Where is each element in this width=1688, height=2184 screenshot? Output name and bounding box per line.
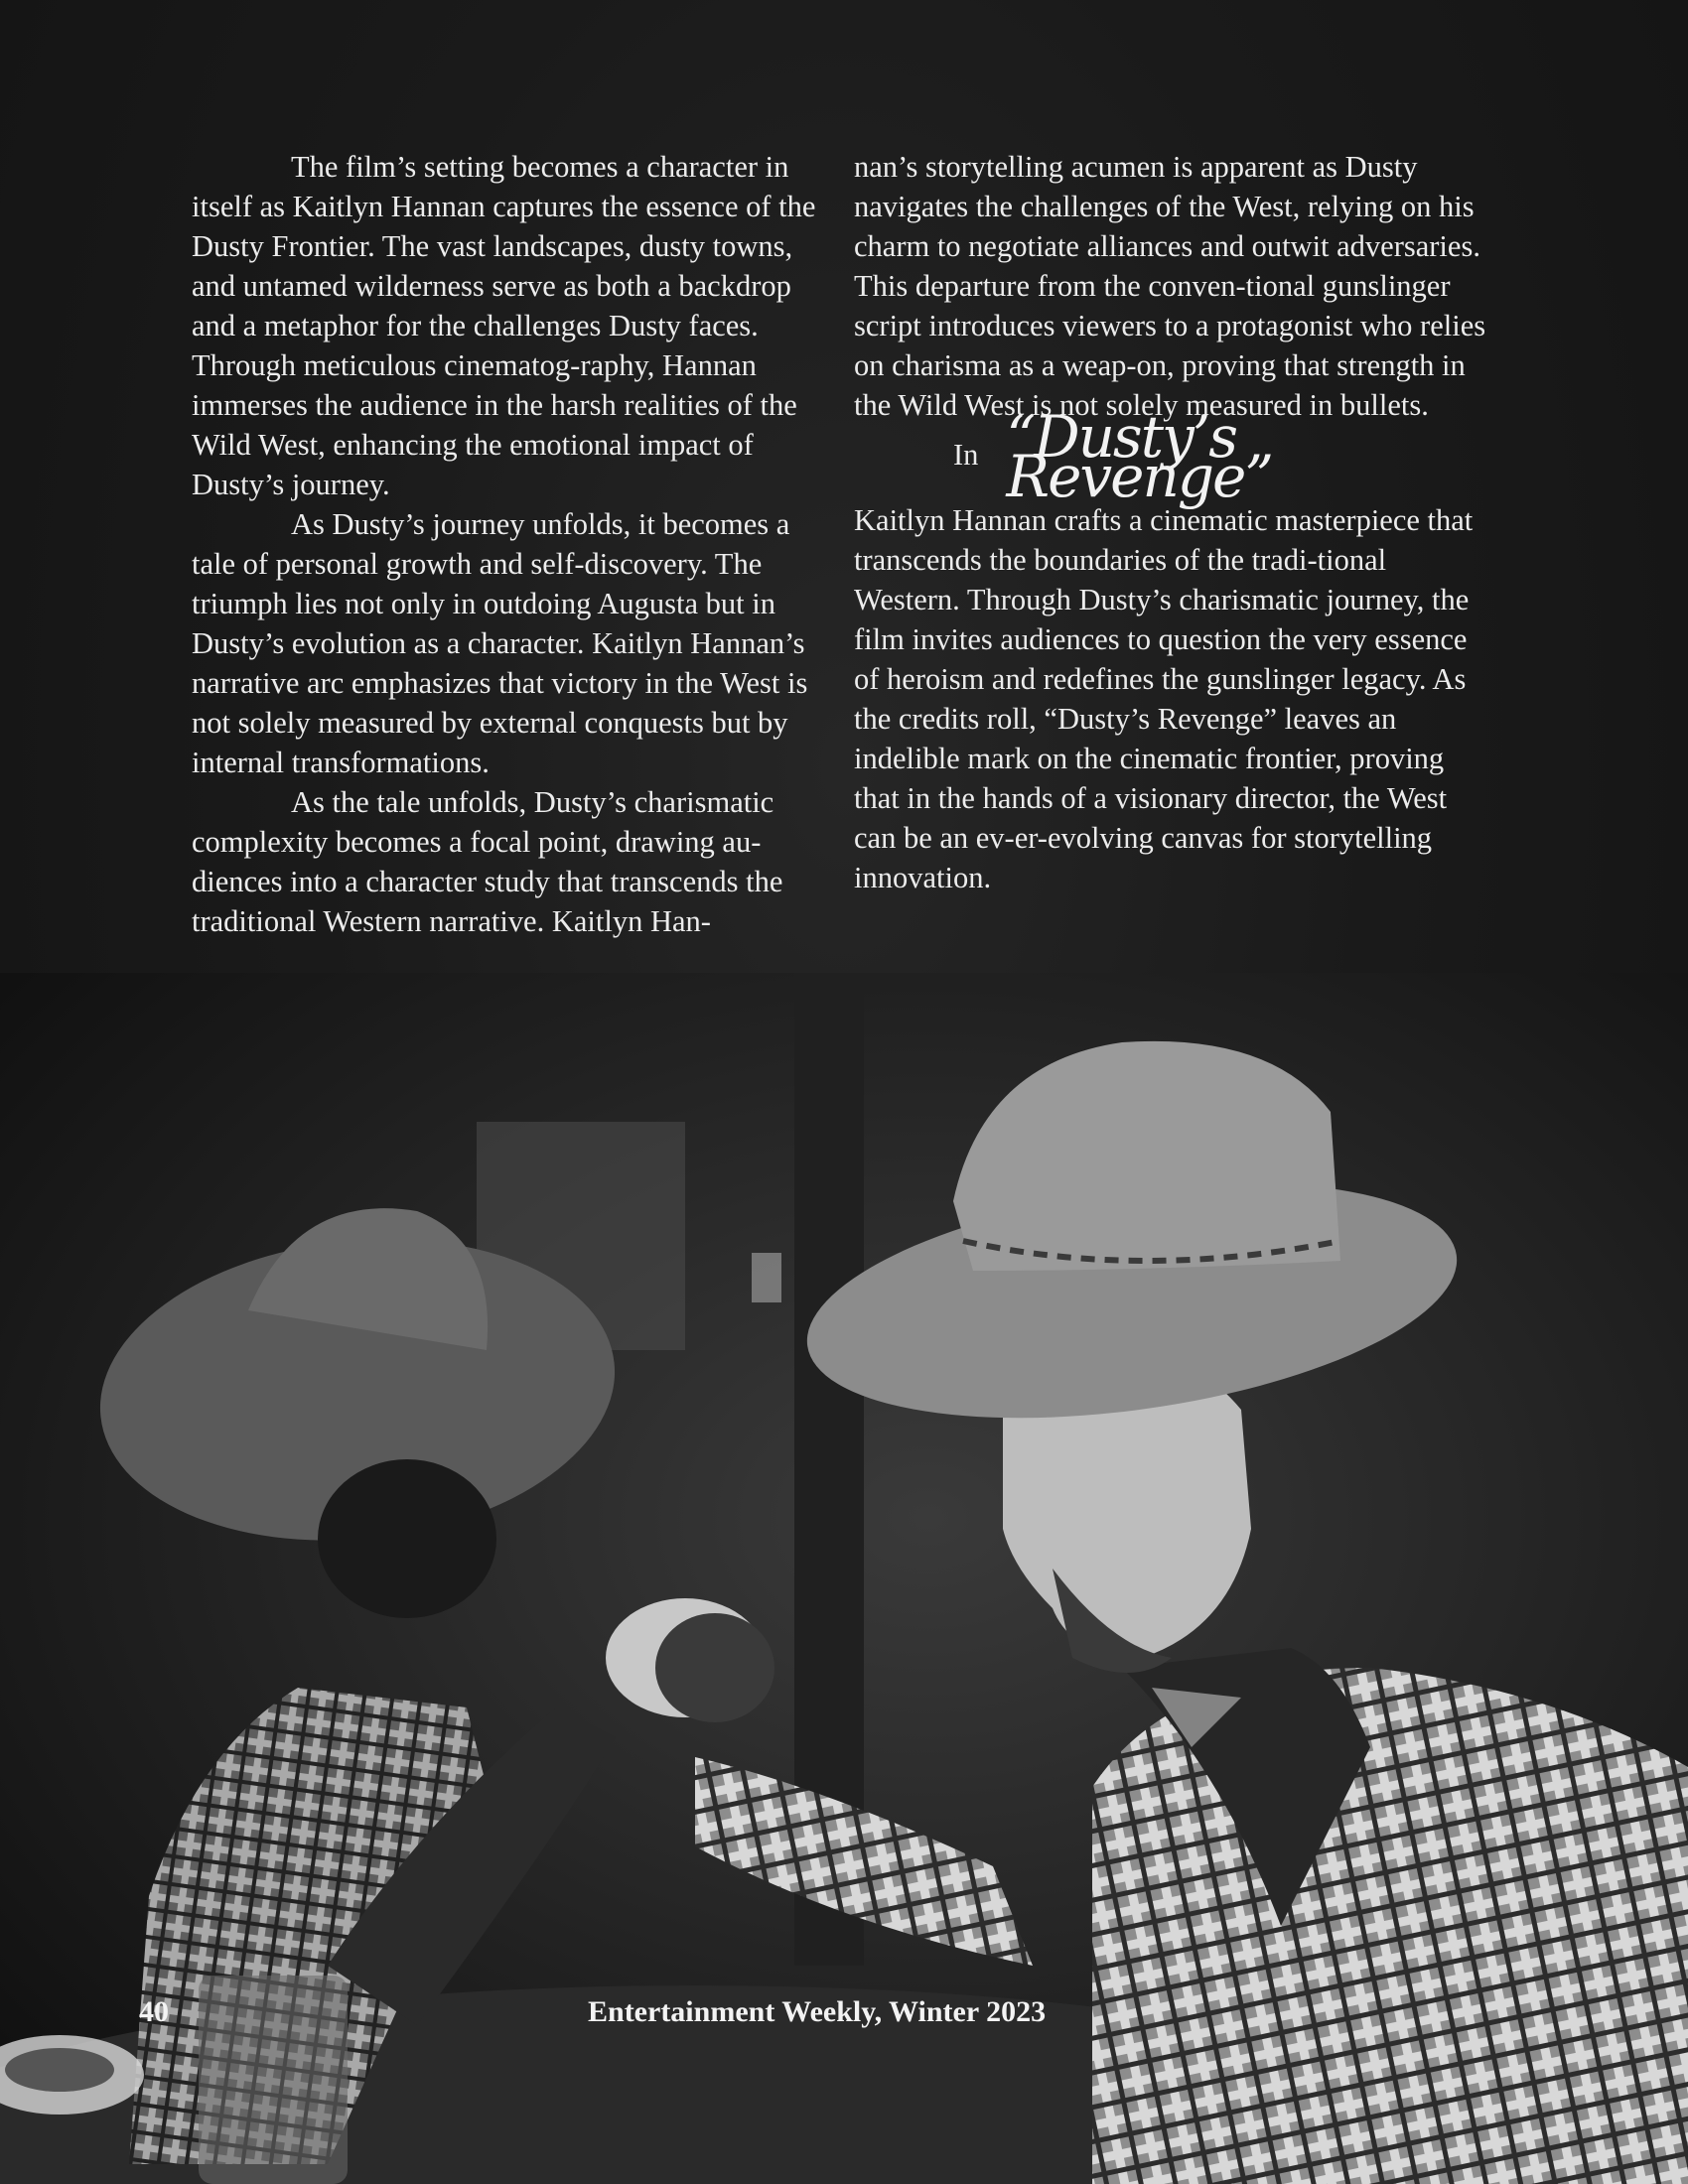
paragraph-complexity: As the tale unfolds, Dusty’s charismatic complexity becomes a focal point, drawing au-diences into a character study that transcends the traditional Western narrative. Kaitlyn Han-	[192, 785, 783, 938]
publication-line: Entertainment Weekly, Winter 2023	[588, 1995, 1047, 2028]
right-column	[854, 147, 1489, 897]
pull-quote	[854, 403, 1489, 510]
left-column	[192, 147, 829, 941]
page-footer	[0, 1995, 1688, 2045]
page-number: 40	[139, 1995, 169, 2028]
paragraph-storytelling: nan’s storytelling acumen is apparent as Dusty navigates the challenges of the West, relying on his charm to negotiate alliances and outwit adversaries. This departure from the conven-tional gunslinger script introduces viewers to a protagonist who relies on charisma as a weap-on, proving that strength in the Wild West is not solely measured in bullets.	[854, 150, 1486, 422]
paragraph-conclusion: Kaitlyn Hannan crafts a cinematic masterpiece that transcends the boundaries of the tradi-tional Western. Through Dusty’s charismatic journey, the film invites audiences to question the very essence of heroism and redefines the gunslinger legacy. As the credits roll, “Dusty’s Revenge” leaves an indelible mark on the cinematic frontier, proving that in the hands of a visionary director, the West can be an ev-er-evolving canvas for storytelling innovation.	[854, 503, 1474, 894]
pull-quote-lead: In	[953, 438, 979, 472]
pull-quote-title: “Dusty’s Revenge”	[1006, 403, 1272, 510]
paragraph-growth: As Dusty’s journey unfolds, it becomes a tale of personal growth and self-discovery. The triumph lies not only in outdoing Augusta but in Dusty’s evolution as a character. Kaitlyn Hannan’s narrative arc emphasizes that victory in the West is not solely measured by external conquests but by internal transformations.	[192, 507, 808, 779]
paragraph-setting: The film’s setting becomes a character in itself as Kaitlyn Hannan captures the essence of the Dusty Frontier. The vast landscapes, dusty towns, and untamed wilderness serve as both a backdrop and a metaphor for the challenges Dusty faces. Through meticulous cinematog-raphy, Hannan immerses the audience in the harsh realities of the Wild West, enhancing the emotional impact of Dusty’s journey.	[192, 150, 816, 501]
